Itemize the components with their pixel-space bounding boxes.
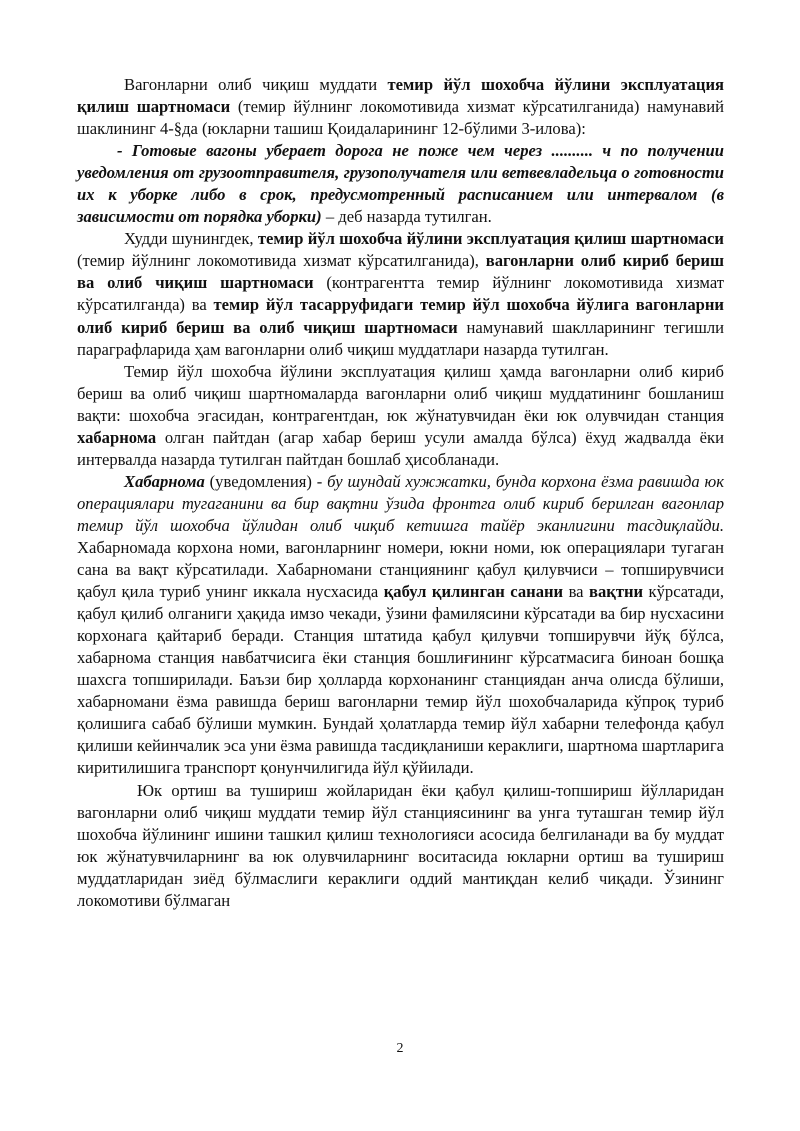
body-text: (темир йўлнинг локомотивида хизмат кўрсатилганида) намунавий шаклининг 4-§да (юкларни ташиш Қоидаларининг 12-бўлими 3-илова): xyxy=(77,97,725,139)
body-text: (темир йўлнинг локомотивида хизмат кўрсатилганида), xyxy=(77,251,486,271)
paragraph xyxy=(77,361,724,471)
emphasis-text: темир йўл шохобча йўлини эксплуатация қилиш шартномаси xyxy=(257,229,724,249)
body-text: Юк ортиш ва тушириш жойларидан ёки қабул қилиш-топшириш йўлларидан вагонларни олиб чиқиш муддати темир йўл станциясининг ва унга туташган темир йўл шохобча йўлининг ишини ташкил қилиш технологияси асосида белгиланади ва бу муддат юк жўнатувчиларнинг ва юк олувчиларнинг воситасида юкларни ортиш ва тушириш муддатларидан зиёд бўлмаслиги кераклиги оддий мантиқдан келиб чиқади. Ўзининг локомотиви бўлмаган xyxy=(77,780,724,910)
paragraph xyxy=(77,140,724,228)
body-text: кўрсатади, қабул қилиб олганиги ҳақида имзо чекади, ўзини фамилясини кўрсатади ва бир нусхасини корхонага қайтариб беради. Станция штатида қабул қилувчи топширувчи йўқ бўлса, хабарнома станция навбатчисига ёки станция бошлиғининг кўрсатмасига биноан бошқа шахсга топширилади. Баъзи бир ҳолларда корхонанинг станциядан анча олисда бўлиши, хабарномани ёзма равишда бериш вагонларни темир йўл шохобчаларида кўпроқ туриб қолишига сабаб бўлиши мумкин. Бундай ҳолатларда темир йўл хабарни телефонда қабул қилиши кейинчалик эса уни ёзма равишда тасдиқланиши кераклиги, шартнома шартларига киритилишига транспорт қонунчилигида йўл қўйилади. xyxy=(77,582,724,778)
body-text: (контрагентта темир йўлнинг локомотивида хизмат кўрсатилганда) ва xyxy=(77,273,725,315)
emphasis-text: вагонларни олиб кириб бериш ва олиб чиқиш шартномаси xyxy=(77,251,724,293)
body-text: Худди шунингдек, xyxy=(124,229,258,249)
emphasis-text: - Готовые вагоны уберает дорога не поже чем через .......... ч по получении уведомления от грузоотправителя, грузополучателя или ветвевладельца о готовности их к уборке либо в срок, предусмотренный расписанием или интервалом (в зависимости от порядка уборки) xyxy=(77,141,724,227)
paragraph xyxy=(77,780,724,912)
body-text: намунавий шаклларининг тегишли параграфларида ҳам вагонларни олиб чиқиш муддатлари назарда тутилган. xyxy=(77,317,725,359)
body-text: олган пайтдан (агар хабар бериш усули амалда бўлса) ёхуд жадвалда ёки интервалда назарда тутилган пайтдан бошлаб ҳисобланади. xyxy=(77,427,724,469)
body-text: Хабарномада корхона номи, вагонларнинг номери, юкни номи, юк операциялари тугаган сана ва вақт кўрсатилади. Хабарномани станциянинг қабул қилувчиси – топширувчиси қабул қила туриб унинг иккала нусхасида xyxy=(77,537,724,602)
emphasis-text: Хабарнома xyxy=(124,471,205,491)
body-text: Вагонларни олиб чиқиш муддати xyxy=(124,75,388,94)
body-text: Темир йўл шохобча йўлини эксплуатация қилиш ҳамда вагонларни олиб кириб бериш ва олиб чиқиш шартномаларда вагонларни олиб чиқиш муддатининг бошланиш вақти: шохобча эгасидан, контрагентдан, юк жўнатувчидан ёки юк олувчидан станция xyxy=(77,361,724,425)
paragraph xyxy=(77,228,724,360)
paragraph xyxy=(77,74,724,140)
emphasis-text: темир йўл тасарруфидаги темир йўл шохобча йўлига вагонларни олиб кириб бериш ва олиб чиқиш шартномаси xyxy=(77,295,724,337)
paragraph xyxy=(77,471,724,780)
emphasis-text: темир йўл шохобча йўлини эксплуатация қилиш шартномаси xyxy=(77,75,724,117)
page-number: 2 xyxy=(396,1041,404,1056)
italic-text: бу шундай хужжатки, бунда корхона ёзма равишда юк операциялари тугаганини ва бир вақтни ўзида фронтга олиб кириб берилган вагонлар темир йўл шохобча йўлидан олиб чиқиб кетишга тайёр эканлигини тасдиқлайди. xyxy=(77,471,724,535)
body-text: – деб назарда тутилган. xyxy=(321,207,492,227)
emphasis-text: қабул қилинган санани xyxy=(383,582,564,602)
emphasis-text: хабарнома xyxy=(77,427,157,447)
document-body xyxy=(77,74,724,912)
body-text: (уведомления) - xyxy=(204,471,328,491)
body-text: ва xyxy=(563,582,589,602)
emphasis-text: вақтни xyxy=(589,582,644,602)
